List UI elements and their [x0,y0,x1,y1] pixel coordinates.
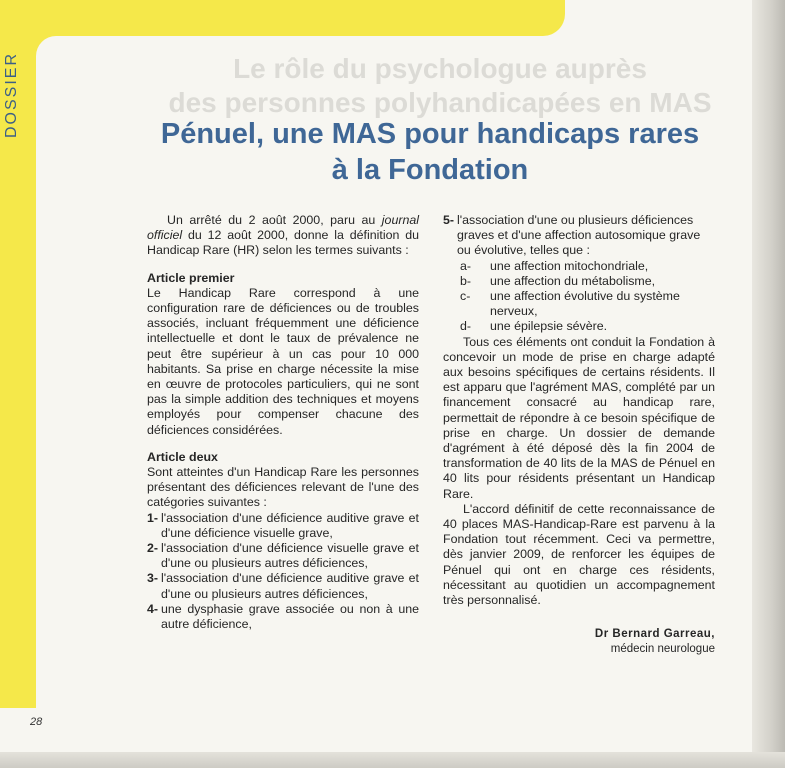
sub-list-item [443,274,715,289]
list-item [147,511,419,541]
list-item-number: 4- [147,601,159,616]
body-paragraph: L'accord définitif de cette reconnaissance de 40 places MAS-Handicap-Rare est parvenu à la Fondation tout récemment. Ceci va permettre, dès janvier 2009, de renforcer les équipes de Pénuel qui ont en charge ces résidents, nécessitant au quotidien un accompagnement très personnalisé. [443,501,715,608]
show-through-title-line-2: des personnes polyhandicapées en MAS [168,87,712,118]
list-item-text: l'association d'une déficience auditive grave et d'une ou plusieurs autres déficiences, [161,571,419,601]
article-1-text: Le Handicap Rare correspond à une configuration rare de déficiences ou de troubles associés, incluant fréquemment une déficience intellectuelle et dont le taux de prévalence ne peut être supérieur à un cas pour 10 000 habitants. Sa prise en charge nécessite la mise en œuvre de protocoles particuliers, qui ne sont pas la simple addition des techniques et moyens employés pour compenser chacune des déficiences considérées. [147,285,419,437]
title-line-1: Pénuel, une MAS pour handicaps rares [160,118,700,150]
page-fold-shadow [752,0,785,768]
list-item-text: une dysphasie grave associée ou non à une autre déficience, [161,601,419,632]
sub-list-letter: c- [460,289,471,304]
sub-list-text: une affection mitochondriale, [490,258,649,273]
list-item [147,602,419,632]
sub-list-text: une épilepsie sévère. [490,319,608,334]
list-item-text: l'association d'une déficience auditive grave et d'une déficience visuelle grave, [161,510,419,540]
list-item-text: l'association d'une ou plusieurs déficiences graves et d'une affection autosomique grave ou évolutive, telles que : [457,213,701,258]
page-number: 28 [30,716,43,728]
yellow-inner-corner [36,36,56,56]
section-label: DOSSIER [3,52,20,139]
sub-list-text: une affection évolutive du système nerveux, [490,289,680,319]
list-item-text: l'association d'une déficience visuelle grave et d'une ou plusieurs autres déficiences, [161,541,419,571]
intro-prefix: Un arrêté du 2 août 2000, paru au [167,213,382,227]
intro-suffix: du 12 août 2000, donne la définition du Handicap Rare (HR) selon les termes suivants : [147,228,419,258]
signature-role: médecin neurologue [610,643,715,656]
list-item [443,213,715,259]
list-item-number: 1- [147,510,159,525]
sub-list-letter: a- [460,258,472,273]
list-item-number: 3- [147,571,159,586]
article-1-heading: Article premier [147,270,235,285]
list-item [147,541,419,571]
sub-list-item [443,319,715,334]
body-paragraph: Tous ces éléments ont conduit la Fondation à concevoir un mode de prise en charge adapté aux besoins spécifiques de certains résidents. Il est apparu que l'agrément MAS, complété par un financement consacré au handicap rare, permettait de répondre à ce besoin spécifique de prise en charge. Un dossier de demande d'agrément à été déposé dès la fin 2004 de transformation de 40 lits de la MAS de Pénuel en 40 lits pour résidents présentant un Handicap Rare. [443,334,715,501]
sub-list-text: une affection du métabolisme, [490,273,656,288]
journal-officiel: journal officiel [147,213,419,243]
sub-list-letter: d- [460,319,472,334]
sub-list-item [443,259,715,274]
article-2-text: Sont atteintes d'un Handicap Rare les personnes présentant des déficiences relevant de l'une des catégories suivantes : [147,465,419,510]
left-column [147,213,419,632]
sub-list-letter: b- [460,273,472,288]
show-through-title [140,52,740,120]
list-item [147,571,419,601]
list-item-number: 2- [147,541,159,556]
page-bottom-edge [0,752,785,768]
signature-name: Dr Bernard Garreau, [594,628,715,641]
sub-list-item [443,289,715,319]
intro-paragraph [147,213,419,259]
show-through-title-line-1: Le rôle du psychologue auprès [233,53,647,84]
right-column [443,213,715,658]
article-title [150,116,710,188]
title-line-2: à la Fondation [331,154,529,186]
yellow-header-band [0,0,565,36]
article-2-heading: Article deux [147,449,218,464]
list-item-number: 5- [443,213,455,227]
